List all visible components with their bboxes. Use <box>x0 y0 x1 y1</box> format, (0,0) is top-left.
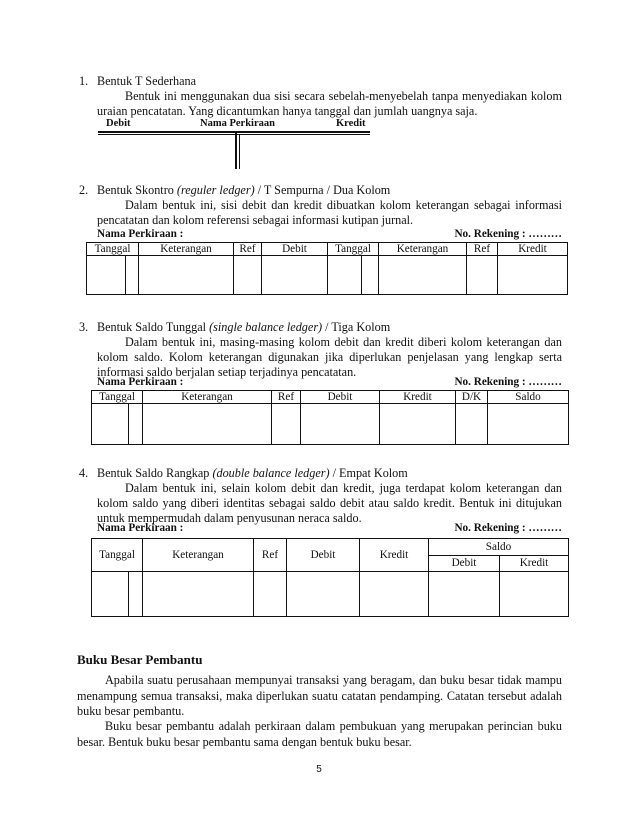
section-3-paragraph: Dalam bentuk ini, masing-masing kolom debit dan kredit diberi kolom keterangan dan kolom saldo. Kolom keterangan digunakan jika diperlukan penjelasan yang lengkap serta informasi saldo berjalan setiap terjadinya pencatatan. <box>97 335 562 379</box>
table-row <box>87 256 568 295</box>
col-dk: D/K <box>456 391 488 404</box>
col-ref: Ref <box>272 391 301 404</box>
section-2-labels <box>97 228 562 240</box>
col-saldo: Saldo <box>429 539 569 556</box>
table-header-row <box>92 391 569 404</box>
section-1-heading: Bentuk T Sederhana <box>97 74 197 88</box>
t-horizontal-line-2 <box>98 134 370 135</box>
col-keterangan-2: Keterangan <box>379 243 467 256</box>
col-kredit: Kredit <box>380 391 456 404</box>
nama-perkiraan-label: Nama Perkiraan : <box>97 376 184 388</box>
table-header-row <box>87 243 568 256</box>
section-4-number: 4. <box>79 466 89 480</box>
section-3-labels <box>97 376 562 388</box>
section-2-heading: Bentuk Skontro (reguler ledger) / T Sempurna / Dua Kolom <box>97 183 391 197</box>
saldo-tunggal-ledger-table <box>91 390 569 445</box>
section-2-number: 2. <box>79 183 89 197</box>
buku-besar-paragraph-2: Buku besar pembantu adalah perkiraan dalam pembukuan yang merupakan perincian buku besar. Bentuk buku besar pembantu sama dengan bentuk buku besar. <box>77 719 562 749</box>
col-ref: Ref <box>234 243 262 256</box>
section-2-paragraph: Dalam bentuk ini, sisi debit dan kredit dibuatkan kolom keterangan sebagai informasi pencatatan dan kolom referensi sebagai informasi kutipan jurnal. <box>97 198 562 227</box>
section-4-heading: Bentuk Saldo Rangkap (double balance ledger) / Empat Kolom <box>97 466 408 480</box>
table-header-row <box>92 539 569 556</box>
section-4-paragraph: Dalam bentuk ini, selain kolom debit dan kredit, juga terdapat kolom keterangan dan kolom saldo yang diberi identitas sebagai saldo debit atau saldo kredit. Bentuk ini ditujukan untuk mempermudah dalam penyusunan neraca saldo. <box>97 481 562 525</box>
no-rekening-label: No. Rekening : ……… <box>454 376 562 388</box>
col-saldo-debit: Debit <box>429 555 500 572</box>
section-3-number: 3. <box>79 320 89 334</box>
col-ref: Ref <box>254 539 287 572</box>
nama-perkiraan-label: Nama Perkiraan : <box>97 522 184 534</box>
col-kredit: Kredit <box>360 539 429 572</box>
col-debit: Debit <box>262 243 328 256</box>
section-4-labels <box>97 522 562 534</box>
col-tanggal: Tanggal <box>92 539 143 572</box>
skontro-ledger-table <box>86 242 568 295</box>
t-horizontal-line <box>98 131 370 133</box>
t-vertical-line-2 <box>239 134 240 169</box>
table-row <box>92 572 569 617</box>
col-keterangan: Keterangan <box>139 243 234 256</box>
buku-besar-title: Buku Besar Pembantu <box>77 652 203 667</box>
col-saldo: Saldo <box>488 391 569 404</box>
col-ref-2: Ref <box>467 243 498 256</box>
page-number: 5 <box>316 764 322 775</box>
table-row <box>92 404 569 445</box>
nama-perkiraan-label: Nama Perkiraan : <box>97 228 184 240</box>
col-kredit: Kredit <box>498 243 568 256</box>
section-3-heading: Bentuk Saldo Tunggal (single balance ledger) / Tiga Kolom <box>97 320 391 334</box>
t-label-nama-perkiraan: Nama Perkiraan <box>200 118 275 129</box>
section-1-number: 1. <box>79 74 89 88</box>
saldo-rangkap-ledger-table <box>91 538 569 617</box>
t-label-debit: Debit <box>106 118 131 129</box>
section-1-paragraph: Bentuk ini menggunakan dua sisi secara sebelah-menyebelah tanpa menyediakan kolom uraian pencatatan. Yang dicantumkan hanya tanggal dan jumlah uangnya saja. <box>97 89 562 118</box>
buku-besar-paragraph-1: Apabila suatu perusahaan mempunyai transaksi yang beragam, dan buku besar tidak mampu menampung semua transaksi, maka diperlukan suatu catatan pendamping. Catatan tersebut adalah buku besar pembantu. <box>77 673 562 718</box>
col-saldo-kredit: Kredit <box>500 555 569 572</box>
no-rekening-label: No. Rekening : ……… <box>454 228 562 240</box>
col-debit: Debit <box>301 391 380 404</box>
col-debit: Debit <box>287 539 360 572</box>
col-tanggal: Tanggal <box>92 391 143 404</box>
col-tanggal-2: Tanggal <box>328 243 379 256</box>
col-tanggal: Tanggal <box>87 243 139 256</box>
no-rekening-label: No. Rekening : ……… <box>454 522 562 534</box>
col-keterangan: Keterangan <box>143 539 254 572</box>
col-keterangan: Keterangan <box>143 391 272 404</box>
t-vertical-line <box>235 131 237 169</box>
t-label-kredit: Kredit <box>336 118 366 129</box>
